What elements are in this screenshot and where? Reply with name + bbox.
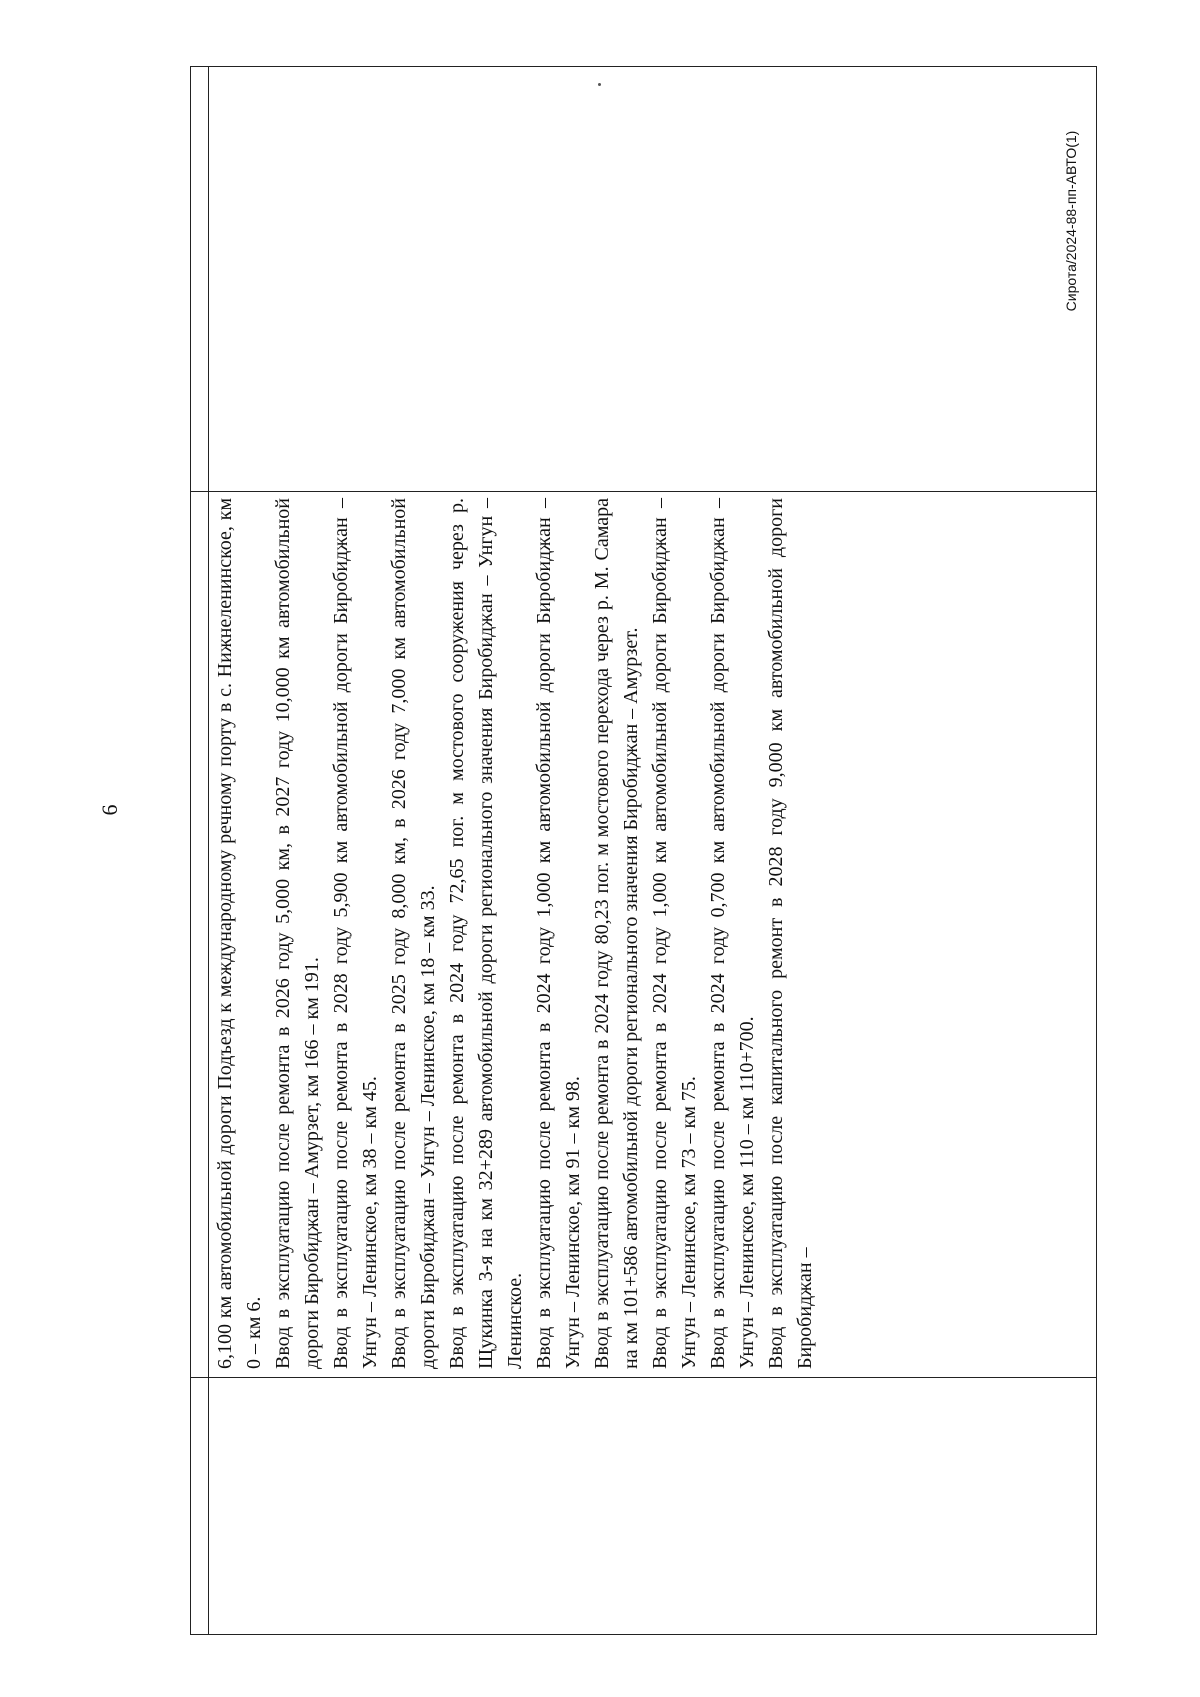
table-entry: Ввод в эксплуатацию после ремонта в 2028 году 5,900 км автомобильной дороги Биробиджан – Унгун – Ленинское, км 38 – км 45. [330,498,381,1369]
page-number: 6 [97,804,122,816]
table-entry: Ввод в эксплуатацию после ремонта в 2024 году 1,000 км автомобильной дороги Биробиджан – Унгун – Ленинское, км 73 – км 75. [649,498,700,1369]
table-entry: 6,100 км автомобильной дороги Подъезд к международному речному порту в с. Нижнеленинское, км 0 – км 6. [214,498,265,1369]
table-cell-top-left [191,1377,208,1634]
table-cell-results [209,491,1096,1377]
document-code: Сирота/2024-88-пп-АВТО(1) [1063,130,1079,312]
table-entry: Ввод в эксплуатацию после ремонта в 2024 году 1,000 км автомобильной дороги Биробиджан – Унгун – Ленинское, км 91 – км 98. [533,498,584,1369]
table-entry: Ввод в эксплуатацию после ремонта в 2024 году 72,65 пог. м мостового сооружения через р. Щукинка 3-я на км 32+289 автомобильной дороги регионального значения Биробиджан – Унгун – Ленинское. [446,498,526,1369]
rotated-table [191,67,1096,1634]
table-row-top [191,67,209,1634]
table-row-main [209,67,1096,1634]
table-cell-right-empty [209,67,1096,491]
table-entry: Ввод в эксплуатацию после ремонта в 2024 году 80,23 пог. м мостового перехода через р. М. Самара на км 101+586 автомобильной дороги регионального значения Биробиджан – Амурзет. [591,498,642,1369]
table-entry: Ввод в эксплуатацию после капитального ремонт в 2028 году 9,000 км автомобильной дороги Биробиджан – [765,498,816,1369]
table-entry: Ввод в эксплуатацию после ремонта в 2025 году 8,000 км, в 2026 году 7,000 км автомобильной дороги Биробиджан – Унгун – Ленинское, км 18 – км 33. [388,498,439,1369]
table-entry: Ввод в эксплуатацию после ремонта в 2026 году 5,000 км, в 2027 году 10,000 км автомобильной дороги Биробиджан – Амурзет, км 166 – км 191. [272,498,323,1369]
table-entry: Ввод в эксплуатацию после ремонта в 2024 году 0,700 км автомобильной дороги Биробиджан – Унгун – Ленинское, км 110 – км 110+700. [707,498,758,1369]
table-cell-top-right [191,67,208,491]
table-cell-left-empty [209,1377,1096,1634]
document-table [190,66,1097,1635]
table-cell-top-middle [191,491,208,1377]
